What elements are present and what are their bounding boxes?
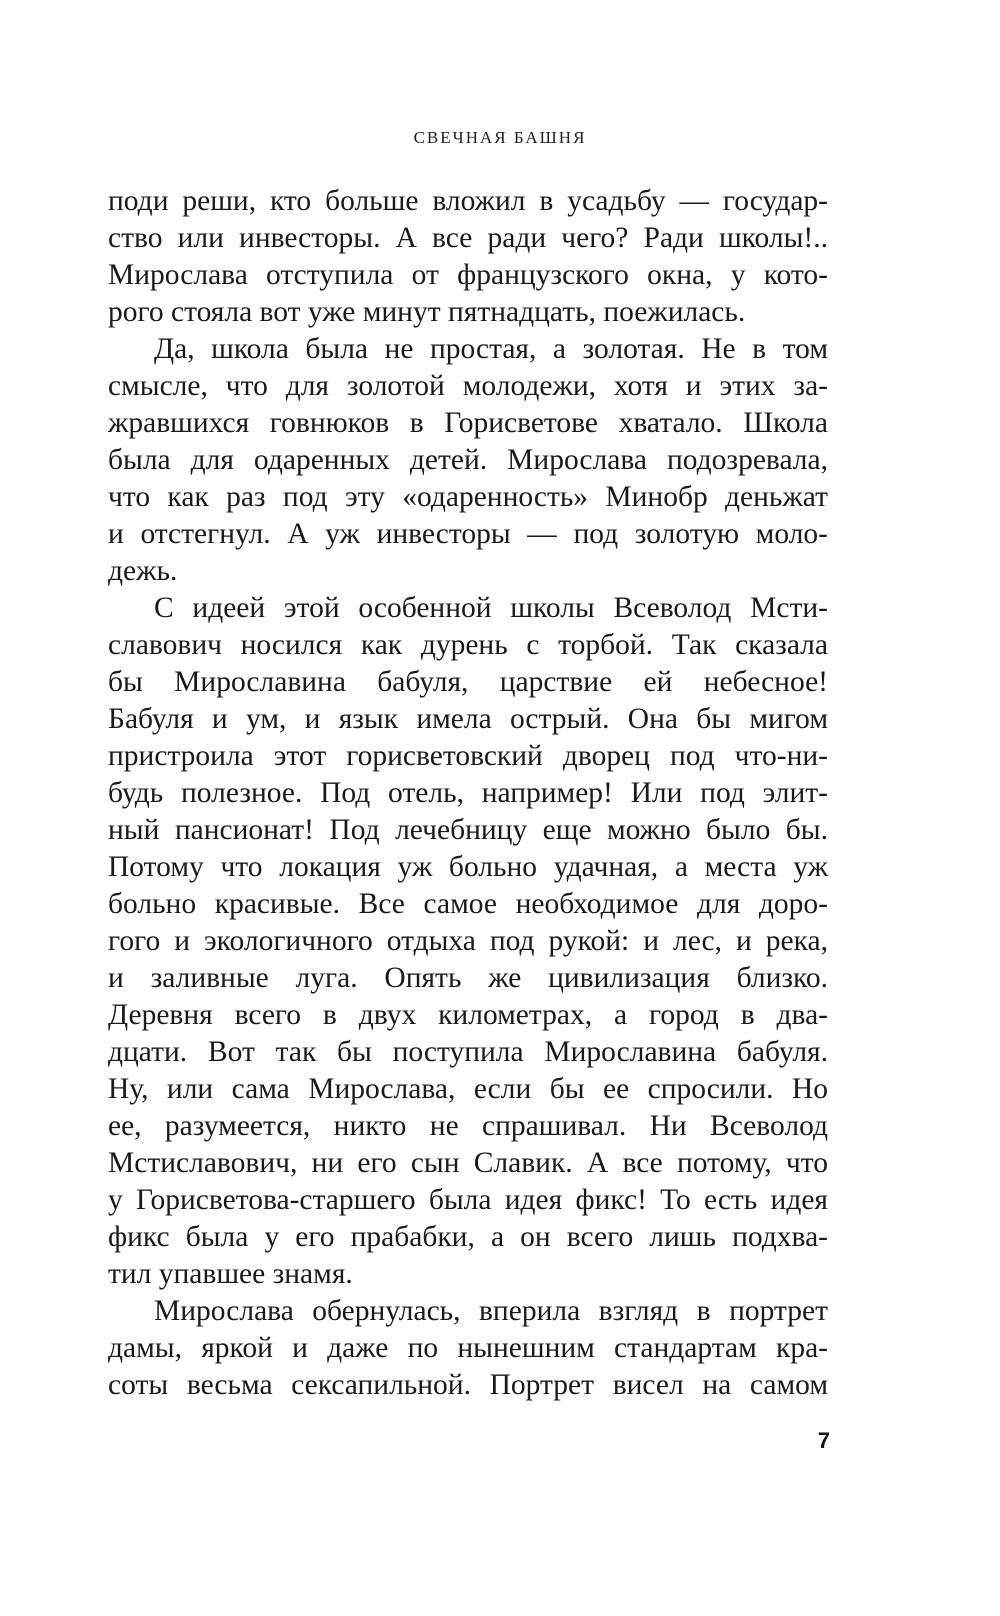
text-line: пристроила этот горисветовский дворец под что-ни-: [108, 740, 828, 772]
paragraph-first-line: С идеей этой особенной школы Всеволод Мсти-: [154, 592, 828, 624]
text-line: Бабуля и ум, и язык имела острый. Она бы мигом: [108, 703, 828, 735]
text-line: будь полезное. Под отель, например! Или под элит-: [108, 777, 828, 809]
page-number: 7: [817, 1428, 830, 1453]
text-line: рого стояла вот уже минут пятнадцать, поежилась.: [108, 296, 746, 328]
text-line: и отстегнул. А уж инвесторы — под золотую моло-: [108, 518, 828, 550]
text-line: соты весьма сексапильной. Портрет висел на самом: [108, 1369, 828, 1401]
text-line: дцати. Вот так бы поступила Мирославина бабуля.: [108, 1036, 828, 1068]
text-line: Потому что локация уж больно удачная, а места уж: [108, 851, 828, 883]
paragraph-first-line: Да, школа была не простая, а золотая. Не в том: [154, 333, 828, 365]
text-line: славович носился как дурень с торбой. Так сказала: [108, 629, 828, 661]
text-line: тил упавшее знамя.: [108, 1258, 353, 1290]
text-line: что как раз под эту «одаренность» Минобр деньжат: [108, 481, 828, 513]
paragraph-first-line: Мирослава обернулась, вперила взгляд в портрет: [154, 1295, 828, 1327]
text-line: Мстиславович, ни его сын Славик. А все потому, что: [108, 1147, 828, 1179]
text-line: Деревня всего в двух километрах, а город в два-: [108, 999, 828, 1031]
text-line: жравшихся говнюков в Горисветове хватало. Школа: [108, 407, 828, 439]
running-head: СВЕЧНАЯ БАШНЯ: [413, 128, 587, 147]
text-line: смысле, что для золотой молодежи, хотя и этих за-: [108, 370, 828, 402]
text-line: Ну, или сама Мирослава, если бы ее спросили. Но: [108, 1073, 828, 1105]
text-line: фикс была у его прабабки, а он всего лишь подхва-: [108, 1221, 828, 1253]
text-line: ный пансионат! Под лечебницу еще можно было бы.: [108, 814, 828, 846]
text-line: бы Мирославина бабуля, царствие ей небесное!: [108, 666, 828, 698]
body-text: [108, 183, 828, 1404]
text-line: больно красивые. Все самое необходимое для доро-: [108, 888, 828, 920]
text-line: ство или инвесторы. А все ради чего? Ради школы!..: [108, 222, 828, 254]
text-line: и заливные луга. Опять же цивилизация близко.: [108, 962, 828, 994]
text-line: ее, разумеется, никто не спрашивал. Ни Всеволод: [108, 1110, 828, 1142]
text-line: дежь.: [108, 555, 178, 587]
text-line: была для одаренных детей. Мирослава подозревала,: [108, 444, 828, 476]
text-line: дамы, яркой и даже по нынешним стандартам кра-: [108, 1332, 828, 1364]
text-line: гого и экологичного отдыха под рукой: и лес, и река,: [108, 925, 828, 957]
text-line: у Горисветова-старшего была идея фикс! То есть идея: [108, 1184, 828, 1216]
text-line: Мирослава отступила от французского окна, у кото-: [108, 259, 828, 291]
text-line: поди реши, кто больше вложил в усадьбу — государ-: [108, 185, 828, 217]
